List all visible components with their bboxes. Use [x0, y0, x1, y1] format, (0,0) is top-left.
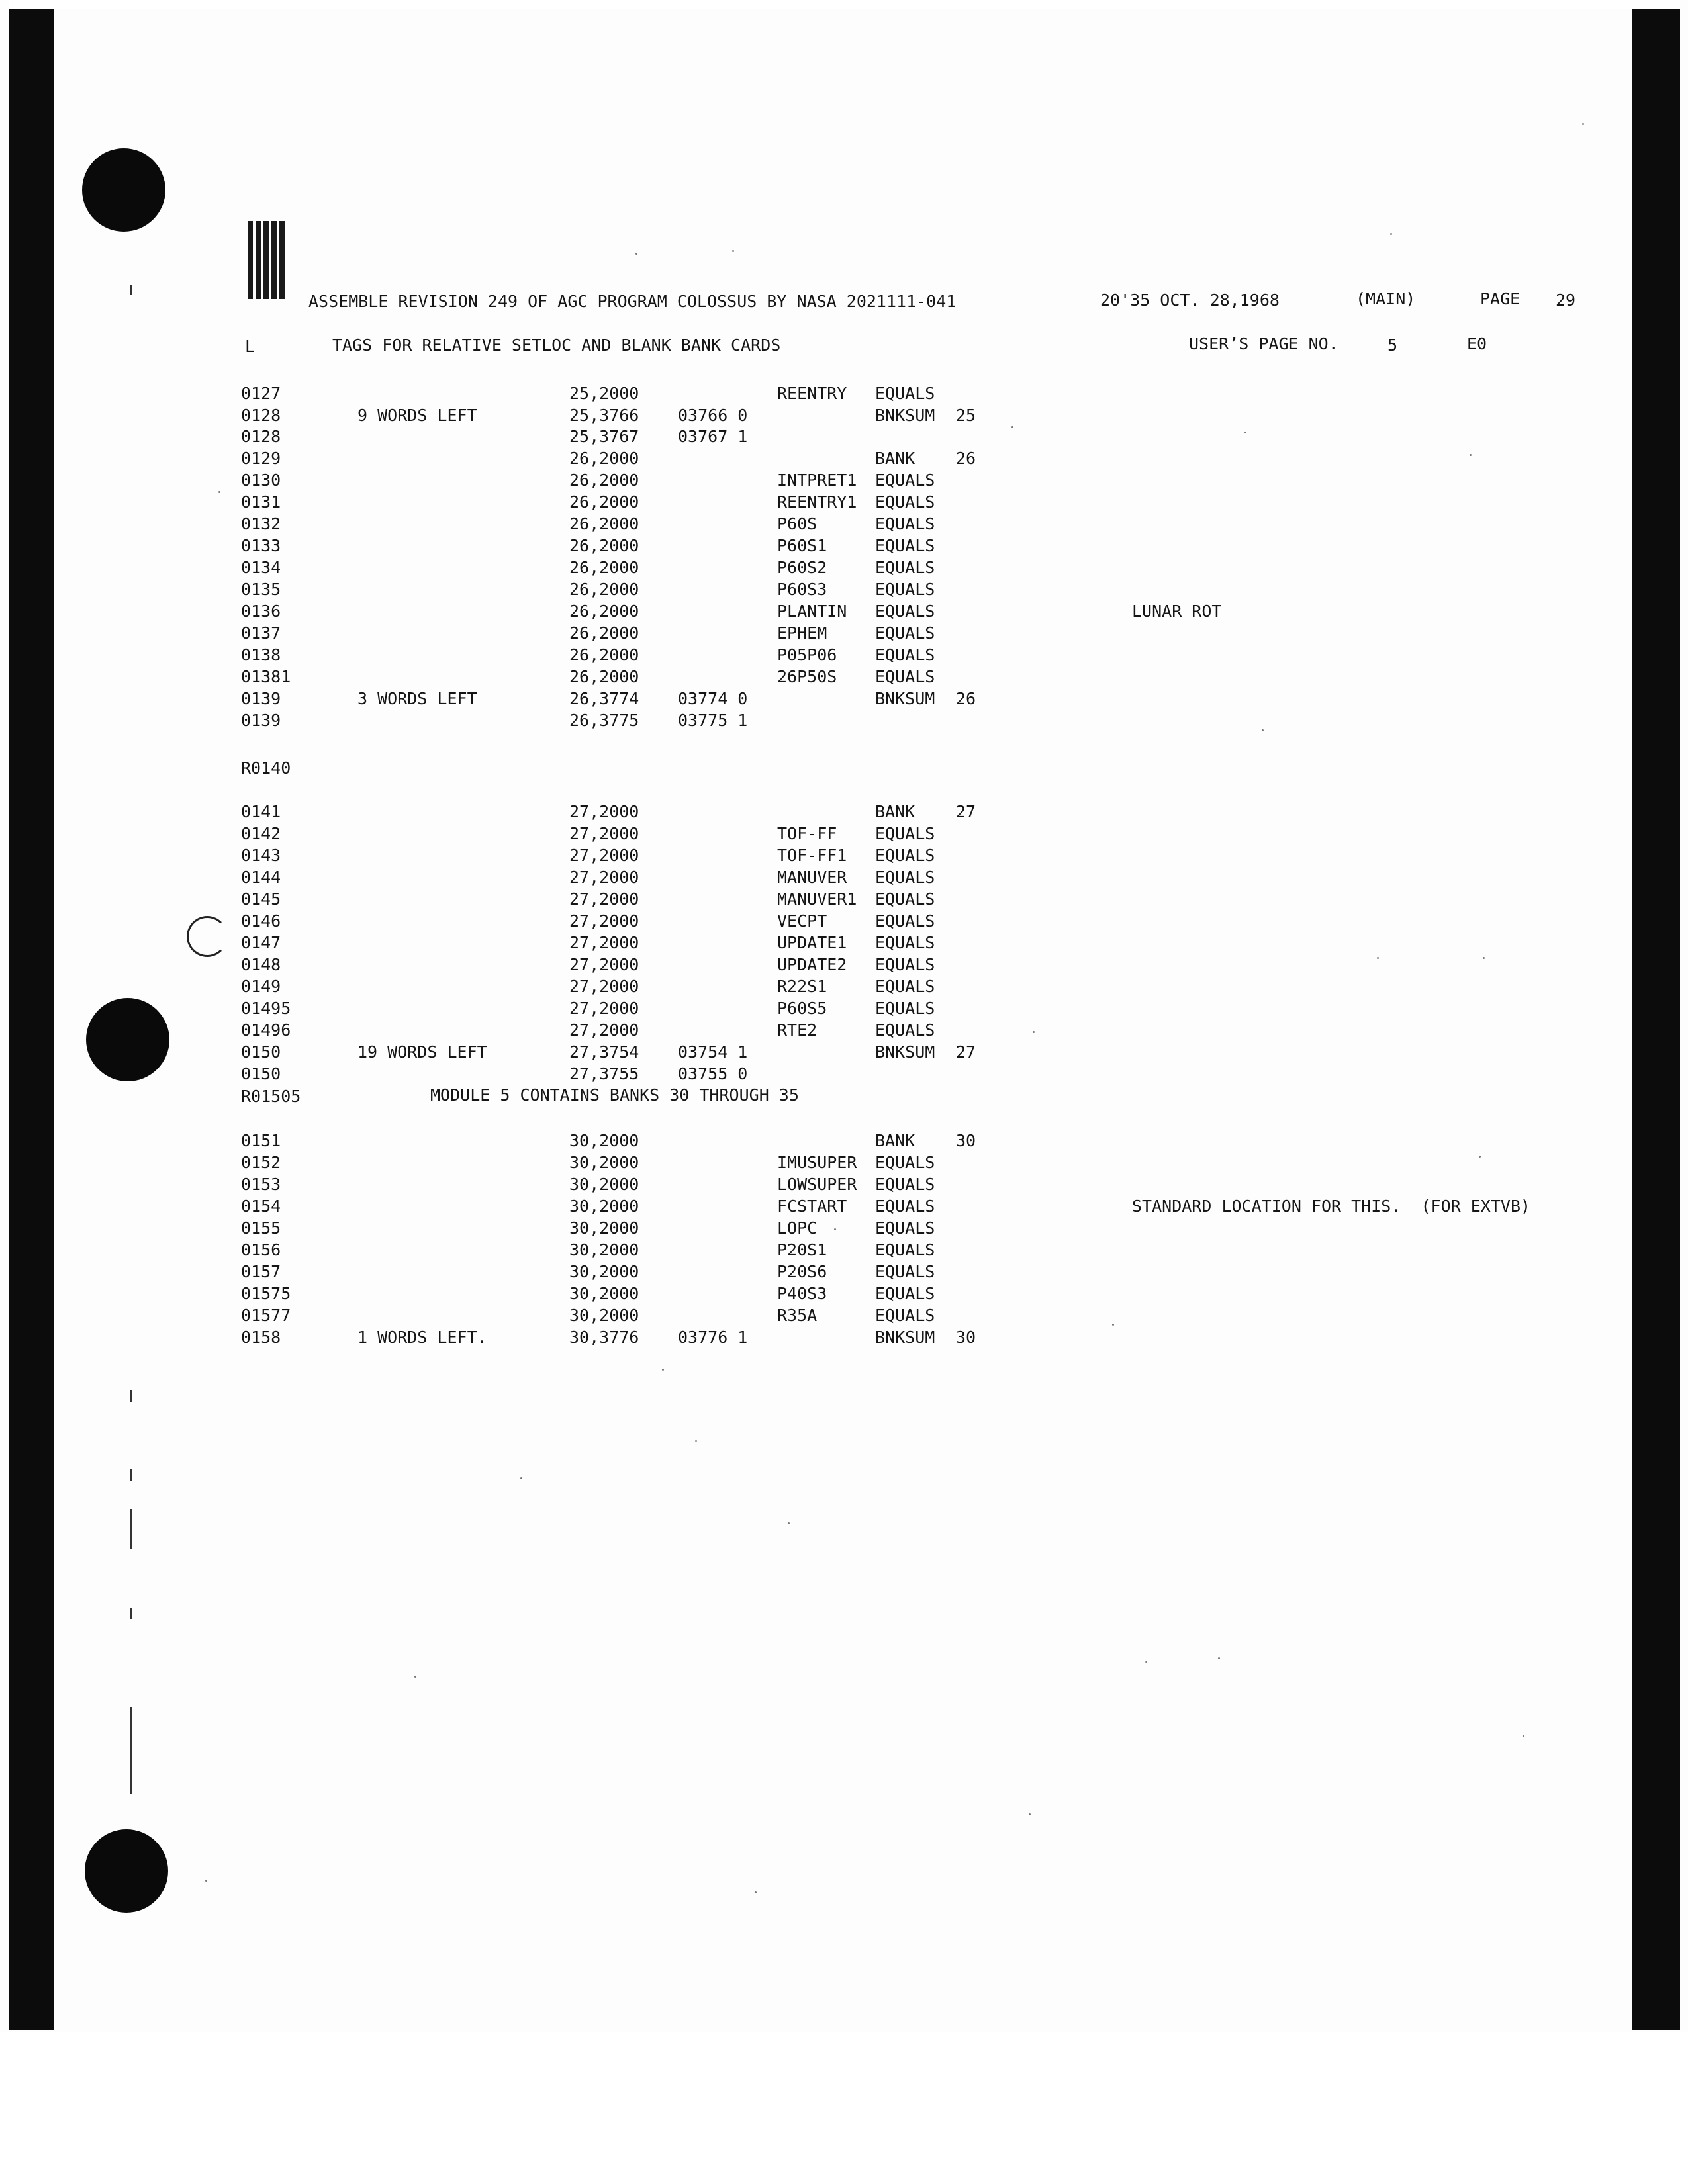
listing-row [0, 689, 1688, 709]
row-seq: 01381 [241, 667, 291, 686]
page-label: PAGE [1480, 289, 1521, 308]
row-opcode: EQUALS [875, 384, 935, 403]
row-address: 30,2000 [569, 1131, 639, 1150]
listing-row [0, 1064, 1688, 1084]
row-address: 30,2000 [569, 1197, 639, 1216]
listing-row [0, 1306, 1688, 1326]
row-address: 25,3767 [569, 427, 639, 446]
row-opcode: BNKSUM [875, 406, 935, 425]
row-label: REENTRY [777, 384, 847, 403]
listing-row [0, 1021, 1688, 1040]
row-label: TOF-FF [777, 824, 837, 843]
row-address: 26,2000 [569, 602, 639, 621]
row-code: 03767 1 [678, 427, 748, 446]
row-address: 27,2000 [569, 1021, 639, 1040]
row-seq: 0152 [241, 1153, 281, 1172]
row-address: 27,2000 [569, 933, 639, 952]
row-address: 26,2000 [569, 492, 639, 512]
row-seq: 0151 [241, 1131, 281, 1150]
row-note: 19 WORDS LEFT [357, 1042, 487, 1062]
row-seq: 0143 [241, 846, 281, 865]
row-code: 03766 0 [678, 406, 748, 425]
row-address: 30,2000 [569, 1175, 639, 1194]
row-opcode: EQUALS [875, 999, 935, 1018]
row-opcode: EQUALS [875, 558, 935, 577]
listing-row [0, 645, 1688, 665]
listing-row [0, 889, 1688, 909]
row-address: 27,2000 [569, 802, 639, 821]
row-opcode: EQUALS [875, 1262, 935, 1281]
row-address: 27,2000 [569, 824, 639, 843]
row-label: MANUVER [777, 868, 847, 887]
subheader-code: E0 [1467, 334, 1487, 353]
row-code: 03776 1 [678, 1328, 748, 1347]
subheader-marker: L [245, 337, 256, 356]
row-address: 30,2000 [569, 1153, 639, 1172]
row-address: 27,3754 [569, 1042, 639, 1062]
row-label: P60S5 [777, 999, 827, 1018]
row-address: 26,3775 [569, 711, 639, 730]
listing-row [0, 824, 1688, 844]
row-label: P60S2 [777, 558, 827, 577]
row-opcode: EQUALS [875, 645, 935, 664]
row-code: 03755 0 [678, 1064, 748, 1083]
listing-row [0, 384, 1688, 404]
users-page-number: 5 [1387, 336, 1398, 355]
listing-row [0, 667, 1688, 687]
row-opcode: EQUALS [875, 846, 935, 865]
listing-row [0, 977, 1688, 997]
row-seq: 0139 [241, 689, 281, 708]
row-address: 27,2000 [569, 999, 639, 1018]
row-opcode: EQUALS [875, 1306, 935, 1325]
row-address: 25,3766 [569, 406, 639, 425]
row-label: P20S6 [777, 1262, 827, 1281]
row-seq: 0138 [241, 645, 281, 664]
listing-row [0, 911, 1688, 931]
row-seq: 0157 [241, 1262, 281, 1281]
row-seq: 0147 [241, 933, 281, 952]
row-opcode: EQUALS [875, 602, 935, 621]
row-address: 30,2000 [569, 1240, 639, 1259]
row-opcode: EQUALS [875, 1218, 935, 1238]
listing-row [0, 1262, 1688, 1282]
row-address: 26,2000 [569, 471, 639, 490]
row-operand: 30 [956, 1131, 976, 1150]
row-seq: 01577 [241, 1306, 291, 1325]
row-address: 26,2000 [569, 558, 639, 577]
row-opcode: BANK [875, 449, 915, 468]
row-seq: 0149 [241, 977, 281, 996]
punch-hole-top [82, 148, 165, 232]
row-comment: STANDARD LOCATION FOR THIS. (FOR EXTVB) [1132, 1197, 1531, 1216]
row-seq: 0130 [241, 471, 281, 490]
revision-marker-r0140: R0140 [241, 758, 291, 778]
row-address: 26,2000 [569, 667, 639, 686]
row-address: 26,2000 [569, 514, 639, 533]
listing-timestamp: 20'35 OCT. 28,1968 [1100, 291, 1280, 310]
listing-row [0, 1153, 1688, 1173]
row-label: LOWSUPER [777, 1175, 857, 1194]
row-code: 03754 1 [678, 1042, 748, 1062]
row-seq: 0134 [241, 558, 281, 577]
row-seq: 0137 [241, 623, 281, 643]
row-seq: 0146 [241, 911, 281, 931]
row-seq: 0133 [241, 536, 281, 555]
row-address: 26,2000 [569, 580, 639, 599]
row-operand: 30 [956, 1328, 976, 1347]
row-seq: 0129 [241, 449, 281, 468]
row-operand: 27 [956, 1042, 976, 1062]
row-seq: 0148 [241, 955, 281, 974]
row-address: 30,3776 [569, 1328, 639, 1347]
listing-row [0, 1042, 1688, 1062]
row-opcode: EQUALS [875, 580, 935, 599]
row-label: P60S [777, 514, 818, 533]
right-scan-border [1632, 9, 1680, 2030]
row-address: 30,2000 [569, 1262, 639, 1281]
row-opcode: BNKSUM [875, 689, 935, 708]
row-address: 27,2000 [569, 889, 639, 909]
row-seq: 0139 [241, 711, 281, 730]
row-code: 03775 1 [678, 711, 748, 730]
row-label: P60S1 [777, 536, 827, 555]
listing-row [0, 406, 1688, 426]
listing-row [0, 1284, 1688, 1304]
listing-row [0, 514, 1688, 534]
row-opcode: EQUALS [875, 933, 935, 952]
listing-row [0, 427, 1688, 447]
row-note: 9 WORDS LEFT [357, 406, 477, 425]
row-seq: 0131 [241, 492, 281, 512]
row-opcode: EQUALS [875, 471, 935, 490]
row-label: TOF-FF1 [777, 846, 847, 865]
row-seq: 0150 [241, 1042, 281, 1062]
row-operand: 26 [956, 689, 976, 708]
binder-clip-mark [248, 221, 286, 299]
listing-row [0, 580, 1688, 600]
listing-row [0, 558, 1688, 578]
row-label: R35A [777, 1306, 818, 1325]
row-seq: 0150 [241, 1064, 281, 1083]
row-opcode: BANK [875, 802, 915, 821]
row-address: 27,2000 [569, 868, 639, 887]
row-label: P05P06 [777, 645, 837, 664]
row-seq: 0153 [241, 1175, 281, 1194]
row-opcode: EQUALS [875, 955, 935, 974]
listing-row [0, 802, 1688, 822]
row-address: 27,2000 [569, 846, 639, 865]
row-opcode: EQUALS [875, 868, 935, 887]
row-address: 30,2000 [569, 1306, 639, 1325]
row-seq: 01496 [241, 1021, 291, 1040]
row-label: 26P50S [777, 667, 837, 686]
row-opcode: EQUALS [875, 1175, 935, 1194]
row-opcode: EQUALS [875, 1197, 935, 1216]
row-label: LOPC [777, 1218, 818, 1238]
row-opcode: BNKSUM [875, 1328, 935, 1347]
row-note: 1 WORDS LEFT. [357, 1328, 487, 1347]
row-seq: 0136 [241, 602, 281, 621]
row-seq: 01495 [241, 999, 291, 1018]
row-label: REENTRY1 [777, 492, 857, 512]
row-opcode: EQUALS [875, 667, 935, 686]
listing-row [0, 999, 1688, 1019]
row-note: 3 WORDS LEFT [357, 689, 477, 708]
row-label: INTPRET1 [777, 471, 857, 490]
listing-title: ASSEMBLE REVISION 249 OF AGC PROGRAM COLOSSUS BY NASA 2021111-041 [308, 292, 957, 311]
row-opcode: EQUALS [875, 623, 935, 643]
listing-row [0, 623, 1688, 643]
row-label: EPHEM [777, 623, 827, 643]
row-opcode: BANK [875, 1131, 915, 1150]
row-seq: 01575 [241, 1284, 291, 1303]
row-address: 26,3774 [569, 689, 639, 708]
row-operand: 27 [956, 802, 976, 821]
row-address: 26,2000 [569, 623, 639, 643]
row-opcode: EQUALS [875, 536, 935, 555]
row-opcode: EQUALS [875, 889, 935, 909]
listing-row [0, 711, 1688, 731]
listing-row [0, 1197, 1688, 1216]
row-label: MANUVER1 [777, 889, 857, 909]
row-label: P40S3 [777, 1284, 827, 1303]
listing-row [0, 492, 1688, 512]
page-number: 29 [1556, 291, 1576, 310]
row-opcode: EQUALS [875, 1284, 935, 1303]
listing-row [0, 1240, 1688, 1260]
row-comment: LUNAR ROT [1132, 602, 1222, 621]
module-note: MODULE 5 CONTAINS BANKS 30 THROUGH 35 [430, 1085, 799, 1105]
row-seq: 0156 [241, 1240, 281, 1259]
revision-marker-r01505: R01505 [241, 1087, 301, 1106]
row-seq: 0128 [241, 406, 281, 425]
row-seq: 0132 [241, 514, 281, 533]
row-label: UPDATE1 [777, 933, 847, 952]
row-address: 26,2000 [569, 449, 639, 468]
row-label: PLANTIN [777, 602, 847, 621]
row-address: 26,2000 [569, 645, 639, 664]
row-opcode: EQUALS [875, 1240, 935, 1259]
listing-row [0, 1175, 1688, 1195]
row-seq: 0144 [241, 868, 281, 887]
row-address: 27,2000 [569, 911, 639, 931]
row-seq: 0158 [241, 1328, 281, 1347]
top-edge [9, 0, 1680, 9]
row-operand: 25 [956, 406, 976, 425]
left-scan-border [9, 9, 54, 2030]
row-seq: 0127 [241, 384, 281, 403]
listing-section: (MAIN) [1356, 289, 1416, 308]
row-seq: 0135 [241, 580, 281, 599]
row-opcode: EQUALS [875, 1153, 935, 1172]
row-opcode: EQUALS [875, 911, 935, 931]
listing-row [0, 1328, 1688, 1347]
row-seq: 0141 [241, 802, 281, 821]
row-label: IMUSUPER [777, 1153, 857, 1172]
listing-row [0, 536, 1688, 556]
listing-row [0, 602, 1688, 621]
row-address: 30,2000 [569, 1218, 639, 1238]
listing-row [0, 449, 1688, 469]
row-opcode: EQUALS [875, 514, 935, 533]
row-seq: 0154 [241, 1197, 281, 1216]
row-opcode: EQUALS [875, 977, 935, 996]
row-label: VECPT [777, 911, 827, 931]
row-opcode: EQUALS [875, 824, 935, 843]
row-label: RTE2 [777, 1021, 818, 1040]
listing-row [0, 955, 1688, 975]
row-label: R22S1 [777, 977, 827, 996]
users-page-label: USER’S PAGE NO. [1189, 334, 1338, 353]
row-code: 03774 0 [678, 689, 748, 708]
punch-hole-bottom [85, 1829, 168, 1913]
row-seq: 0142 [241, 824, 281, 843]
row-operand: 26 [956, 449, 976, 468]
listing-row [0, 1131, 1688, 1151]
row-address: 27,2000 [569, 977, 639, 996]
row-address: 30,2000 [569, 1284, 639, 1303]
subheader-title: TAGS FOR RELATIVE SETLOC AND BLANK BANK CARDS [332, 336, 781, 355]
row-address: 26,2000 [569, 536, 639, 555]
row-label: UPDATE2 [777, 955, 847, 974]
listing-row [0, 868, 1688, 887]
row-seq: 0128 [241, 427, 281, 446]
row-label: P60S3 [777, 580, 827, 599]
row-seq: 0155 [241, 1218, 281, 1238]
listing-row [0, 933, 1688, 953]
listing-row [0, 846, 1688, 866]
row-address: 25,2000 [569, 384, 639, 403]
row-opcode: EQUALS [875, 1021, 935, 1040]
row-seq: 0145 [241, 889, 281, 909]
row-opcode: BNKSUM [875, 1042, 935, 1062]
listing-row [0, 1218, 1688, 1238]
row-label: P20S1 [777, 1240, 827, 1259]
row-address: 27,2000 [569, 955, 639, 974]
row-address: 27,3755 [569, 1064, 639, 1083]
row-label: FCSTART [777, 1197, 847, 1216]
row-opcode: EQUALS [875, 492, 935, 512]
listing-row [0, 471, 1688, 490]
